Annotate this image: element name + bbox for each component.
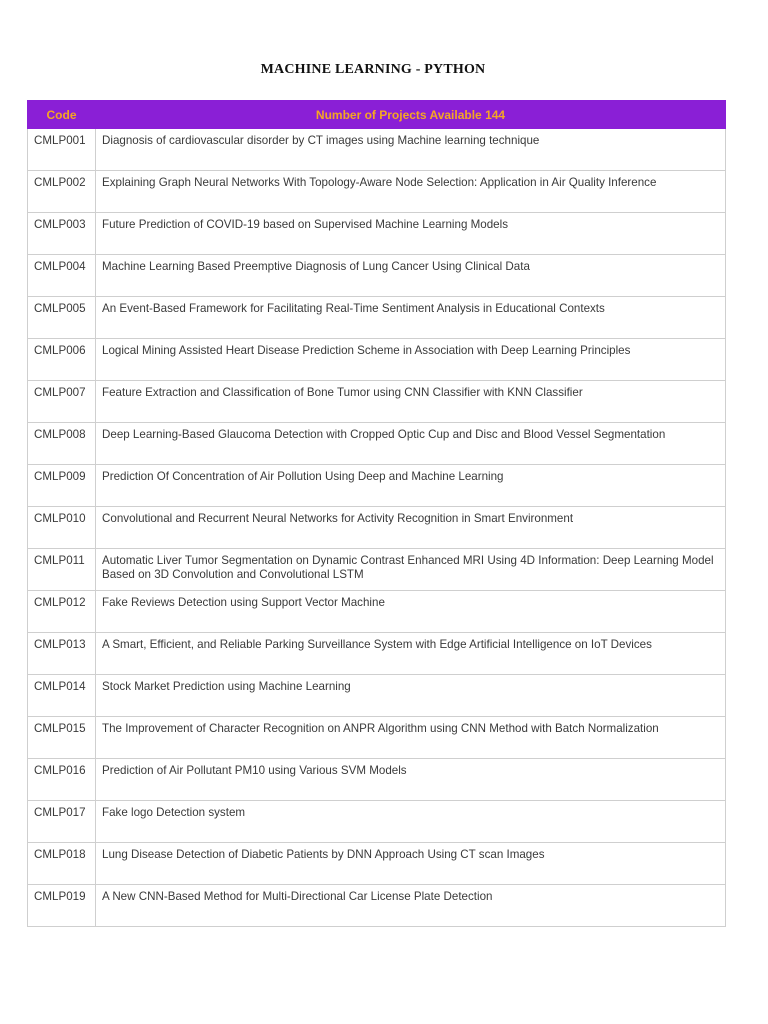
project-title-cell: An Event-Based Framework for Facilitating Real-Time Sentiment Analysis in Educational Contexts bbox=[96, 297, 726, 339]
project-code-cell: CMLP016 bbox=[28, 759, 96, 801]
table-row bbox=[28, 297, 726, 339]
table-row bbox=[28, 171, 726, 213]
table-row bbox=[28, 717, 726, 759]
table-row bbox=[28, 381, 726, 423]
project-title-cell: Lung Disease Detection of Diabetic Patients by DNN Approach Using CT scan Images bbox=[96, 843, 726, 885]
project-title-cell: Fake logo Detection system bbox=[96, 801, 726, 843]
project-title-cell: The Improvement of Character Recognition on ANPR Algorithm using CNN Method with Batch Normalization bbox=[96, 717, 726, 759]
table-row bbox=[28, 129, 726, 171]
table-row bbox=[28, 675, 726, 717]
project-code-cell: CMLP017 bbox=[28, 801, 96, 843]
table-row bbox=[28, 591, 726, 633]
page-title: MACHINE LEARNING - PYTHON bbox=[260, 62, 486, 77]
table-row bbox=[28, 507, 726, 549]
projects-table bbox=[27, 100, 726, 927]
projects-column-header: Number of Projects Available 144 bbox=[96, 101, 726, 129]
project-title-cell: Fake Reviews Detection using Support Vector Machine bbox=[96, 591, 726, 633]
project-code-cell: CMLP011 bbox=[28, 549, 96, 591]
project-title-cell: Convolutional and Recurrent Neural Networks for Activity Recognition in Smart Environment bbox=[96, 507, 726, 549]
table-row bbox=[28, 339, 726, 381]
project-code-cell: CMLP013 bbox=[28, 633, 96, 675]
table-row bbox=[28, 759, 726, 801]
table-row bbox=[28, 549, 726, 591]
project-code-cell: CMLP003 bbox=[28, 213, 96, 255]
project-title-cell: Machine Learning Based Preemptive Diagnosis of Lung Cancer Using Clinical Data bbox=[96, 255, 726, 297]
project-title-cell: Automatic Liver Tumor Segmentation on Dynamic Contrast Enhanced MRI Using 4D Information: Deep Learning Model Based on 3D Convolution and Convolutional LSTM bbox=[96, 549, 726, 591]
project-code-cell: CMLP010 bbox=[28, 507, 96, 549]
project-code-cell: CMLP007 bbox=[28, 381, 96, 423]
project-title-cell: Logical Mining Assisted Heart Disease Prediction Scheme in Association with Deep Learning Principles bbox=[96, 339, 726, 381]
project-title-cell: Feature Extraction and Classification of Bone Tumor using CNN Classifier with KNN Classifier bbox=[96, 381, 726, 423]
project-title-cell: A New CNN-Based Method for Multi-Directional Car License Plate Detection bbox=[96, 885, 726, 927]
table-row bbox=[28, 213, 726, 255]
table-body bbox=[28, 129, 726, 927]
project-title-cell: Future Prediction of COVID-19 based on Supervised Machine Learning Models bbox=[96, 213, 726, 255]
project-title-cell: Stock Market Prediction using Machine Learning bbox=[96, 675, 726, 717]
project-code-cell: CMLP014 bbox=[28, 675, 96, 717]
project-code-cell: CMLP006 bbox=[28, 339, 96, 381]
project-title-cell: A Smart, Efficient, and Reliable Parking Surveillance System with Edge Artificial Intelligence on IoT Devices bbox=[96, 633, 726, 675]
project-code-cell: CMLP019 bbox=[28, 885, 96, 927]
project-code-cell: CMLP004 bbox=[28, 255, 96, 297]
project-code-cell: CMLP001 bbox=[28, 129, 96, 171]
project-code-cell: CMLP009 bbox=[28, 465, 96, 507]
table-row bbox=[28, 843, 726, 885]
project-title-cell: Explaining Graph Neural Networks With Topology-Aware Node Selection: Application in Air Quality Inference bbox=[96, 171, 726, 213]
project-code-cell: CMLP005 bbox=[28, 297, 96, 339]
project-code-cell: CMLP015 bbox=[28, 717, 96, 759]
table-row bbox=[28, 465, 726, 507]
project-title-cell: Diagnosis of cardiovascular disorder by CT images using Machine learning technique bbox=[96, 129, 726, 171]
table-row bbox=[28, 255, 726, 297]
code-column-header: Code bbox=[28, 101, 96, 129]
project-title-cell: Deep Learning-Based Glaucoma Detection with Cropped Optic Cup and Disc and Blood Vessel Segmentation bbox=[96, 423, 726, 465]
project-code-cell: CMLP018 bbox=[28, 843, 96, 885]
project-code-cell: CMLP002 bbox=[28, 171, 96, 213]
project-code-cell: CMLP008 bbox=[28, 423, 96, 465]
project-code-cell: CMLP012 bbox=[28, 591, 96, 633]
table-row bbox=[28, 801, 726, 843]
table-row bbox=[28, 423, 726, 465]
table-row bbox=[28, 885, 726, 927]
project-title-cell: Prediction Of Concentration of Air Pollution Using Deep and Machine Learning bbox=[96, 465, 726, 507]
project-title-cell: Prediction of Air Pollutant PM10 using Various SVM Models bbox=[96, 759, 726, 801]
table-row bbox=[28, 633, 726, 675]
table-header-row bbox=[28, 101, 726, 129]
